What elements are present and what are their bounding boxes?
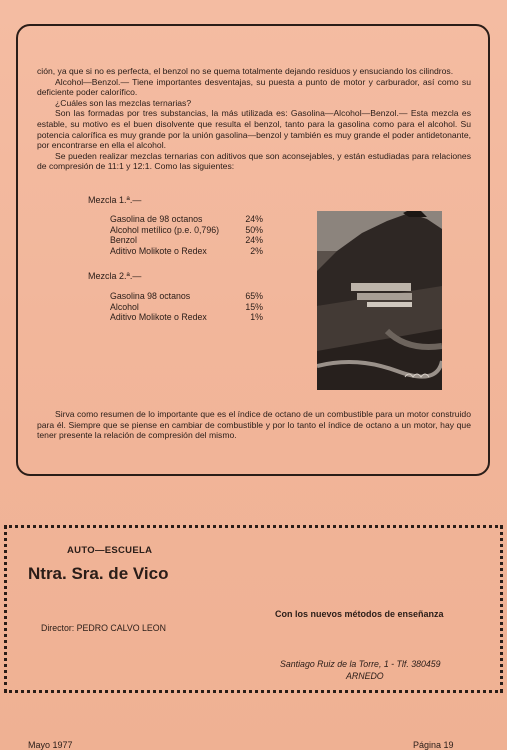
ad-city: ARNEDO <box>346 671 384 681</box>
ingredient-name: Gasolina 98 octanos <box>110 291 191 301</box>
mezcla-2-row <box>110 302 263 313</box>
mezcla-1-table <box>110 214 263 256</box>
paragraph-question: ¿Cuáles son las mezclas ternarias? <box>55 97 192 108</box>
landscape-photo <box>317 211 442 390</box>
mezcla-1-row <box>110 225 263 236</box>
landscape-photo-illustration <box>317 211 442 390</box>
ad-label: AUTO—ESCUELA <box>67 545 153 556</box>
paragraph-summary: Sirva como resumen de lo importante que es el índice de octano de un combustible para un motor construido para él. Siempre que se piense en cambiar de combustible y por lo tanto el índice de octano a un motor, hay que tener presente la relación de compresión del mismo. <box>37 409 471 441</box>
paragraph-ternary: Son las formadas por tres substancias, la más utilizada es: Gasolina—Alcohol—Benzol.— Esta mezcla es estable, su motivo es el buen disolvente que resulta el benzol, tanto para la gasolina como para el alcohol. Su potencia calorífica es muy grande por la unión gasolina—benzol y también es muy grande el poder antidetonante, por encontrarse en ella el alcohol. <box>37 108 471 151</box>
paragraph-alcohol-benzol: Alcohol—Benzol.— Tiene importantes desventajas, su puesta a punto de motor y carburador, así como su deficiente poder calorífico. <box>37 76 471 98</box>
article-body <box>37 66 471 172</box>
paragraph-additives: Se pueden realizar mezclas ternarias con aditivos que son aconsejables, y están estudiadas para relaciones de compresión de 11:1 y 12:1. Como las siguientes: <box>37 150 471 172</box>
ad-address: Santiago Ruiz de la Torre, 1 - Tlf. 380459 <box>280 659 441 669</box>
paragraph-intro: ción, ya que si no es perfecta, el benzol no se quema totalmente dejando residuos y ensuciando los cilindros. <box>37 66 454 76</box>
ad-director: Director: PEDRO CALVO LEON <box>41 623 166 633</box>
mezcla-2-table <box>110 291 263 323</box>
mezcla-2-row <box>110 291 263 302</box>
ingredient-name: Aditivo Molikote o Redex <box>110 312 207 323</box>
footer-date: Mayo 1977 <box>28 740 73 750</box>
ingredient-percent: 65% <box>245 291 263 301</box>
mezcla-1-row <box>110 235 263 246</box>
ingredient-percent: 24% <box>245 214 263 224</box>
ad-slogan: Con los nuevos métodos de enseñanza <box>275 609 444 619</box>
ingredient-percent: 24% <box>245 235 263 246</box>
mezcla-2-title: Mezcla 2.ª.— <box>88 271 142 281</box>
mezcla-1-row <box>110 246 263 257</box>
ingredient-name: Benzol <box>110 235 137 246</box>
ad-title: Ntra. Sra. de Vico <box>28 564 169 583</box>
mezcla-2-row <box>110 312 263 323</box>
ingredient-percent: 1% <box>250 312 263 323</box>
mezcla-1-row <box>110 214 263 225</box>
mezcla-1-title: Mezcla 1.ª.— <box>88 195 142 205</box>
ingredient-percent: 50% <box>245 224 263 235</box>
ingredient-name: Aditivo Molikote o Redex <box>110 245 207 256</box>
ingredient-percent: 15% <box>245 301 263 312</box>
ingredient-name: Gasolina de 98 octanos <box>110 214 203 224</box>
ingredient-name: Alcohol metílico (p.e. 0,796) <box>110 224 220 235</box>
ingredient-name: Alcohol <box>110 301 139 312</box>
footer-page-number: Página 19 <box>413 740 454 750</box>
ingredient-percent: 2% <box>250 245 263 256</box>
